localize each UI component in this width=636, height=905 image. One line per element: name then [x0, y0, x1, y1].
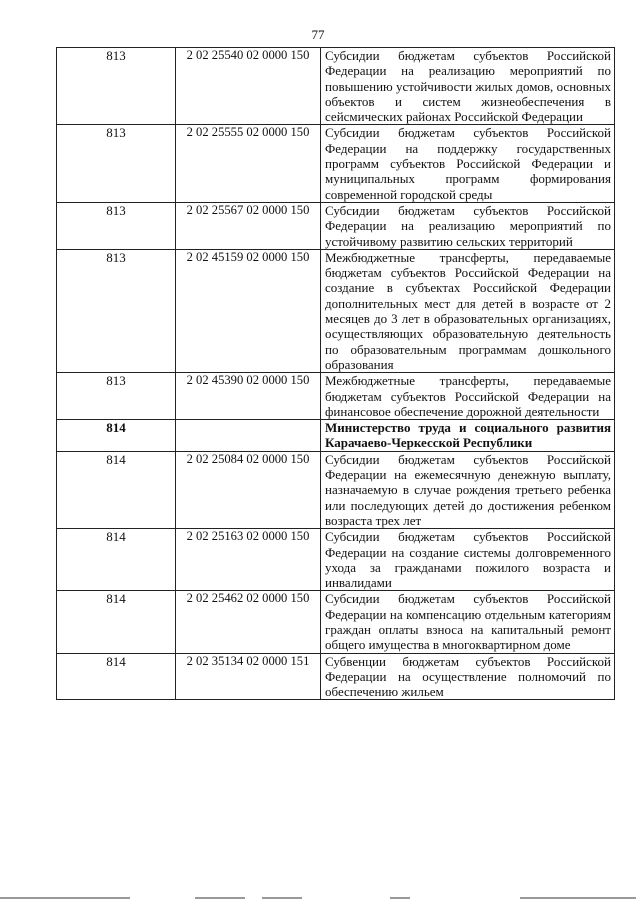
revenue-name-cell: Межбюджетные трансферты, передаваемые бюджетам субъектов Российской Федерации на создание в субъектах Российской Федерации дополнительных мест для детей в возрасте от 2 месяцев до 3 лет в образовательных организациях, осуществляющих образовательную деятельность по образовательным программам дошкольного образования: [321, 249, 615, 372]
table-row: [57, 125, 615, 202]
budget-code-cell: 2 02 25084 02 0000 150: [176, 451, 321, 528]
table-row: [57, 529, 615, 591]
admin-code-cell: 814: [57, 529, 176, 591]
budget-code-cell: 2 02 25540 02 0000 150: [176, 48, 321, 125]
revenue-name-cell: Субсидии бюджетам субъектов Российской Федерации на реализацию мероприятий по устойчивому развитию сельских территорий: [321, 202, 615, 249]
table-row: [57, 591, 615, 653]
scan-footer-line: [0, 897, 636, 899]
revenue-name-cell: Субвенции бюджетам субъектов Российской Федерации на осуществление полномочий по обеспечению жильем: [321, 653, 615, 700]
admin-code-cell: 814: [57, 591, 176, 653]
admin-code-cell: 813: [57, 373, 176, 420]
table-row: [57, 653, 615, 700]
revenue-name-cell: Субсидии бюджетам субъектов Российской Федерации на поддержку государственных программ субъектов Российской Федерации и муниципальных программ формирования современной городской среды: [321, 125, 615, 202]
revenue-name-cell: Межбюджетные трансферты, передаваемые бюджетам субъектов Российской Федерации на финансовое обеспечение дорожной деятельности: [321, 373, 615, 420]
ministry-header-row: [57, 420, 615, 452]
admin-code-cell: 813: [57, 125, 176, 202]
revenue-name-cell: Субсидии бюджетам субъектов Российской Федерации на создание системы долговременного ухода за гражданами пожилого возраста и инвалидами: [321, 529, 615, 591]
revenue-name-cell: Субсидии бюджетам субъектов Российской Федерации на ежемесячную денежную выплату, назначаемую в случае рождения третьего ребенка или последующих детей до достижения ребенком возраста трех лет: [321, 451, 615, 528]
table-body: [57, 48, 615, 700]
budget-revenue-table: [56, 47, 615, 700]
budget-code-cell: [176, 420, 321, 452]
revenue-name-cell: Субсидии бюджетам субъектов Российской Федерации на реализацию мероприятий по повышению устойчивости жилых домов, основных объектов и систем жизнеобеспечения в сейсмических районах Российской Федерации: [321, 48, 615, 125]
budget-code-cell: 2 02 45159 02 0000 150: [176, 249, 321, 372]
admin-code-cell: 813: [57, 202, 176, 249]
budget-code-cell: 2 02 25462 02 0000 150: [176, 591, 321, 653]
budget-code-cell: 2 02 25555 02 0000 150: [176, 125, 321, 202]
table-row: [57, 373, 615, 420]
page-number: 77: [311, 27, 325, 42]
admin-code-cell: 813: [57, 48, 176, 125]
admin-code-cell: 814: [57, 451, 176, 528]
budget-code-cell: 2 02 25163 02 0000 150: [176, 529, 321, 591]
admin-code-cell: 814: [57, 420, 176, 452]
table-row: [57, 202, 615, 249]
ministry-name-cell: Министерство труда и социального развития Карачаево-Черкесской Республики: [321, 420, 615, 452]
admin-code-cell: 813: [57, 249, 176, 372]
revenue-name-cell: Субсидии бюджетам субъектов Российской Федерации на компенсацию отдельным категориям граждан оплаты взноса на капитальный ремонт общего имущества в многоквартирном доме: [321, 591, 615, 653]
table-row: [57, 451, 615, 528]
table-row: [57, 249, 615, 372]
table-row: [57, 48, 615, 125]
budget-code-cell: 2 02 45390 02 0000 150: [176, 373, 321, 420]
budget-code-cell: 2 02 35134 02 0000 151: [176, 653, 321, 700]
budget-code-cell: 2 02 25567 02 0000 150: [176, 202, 321, 249]
admin-code-cell: 814: [57, 653, 176, 700]
